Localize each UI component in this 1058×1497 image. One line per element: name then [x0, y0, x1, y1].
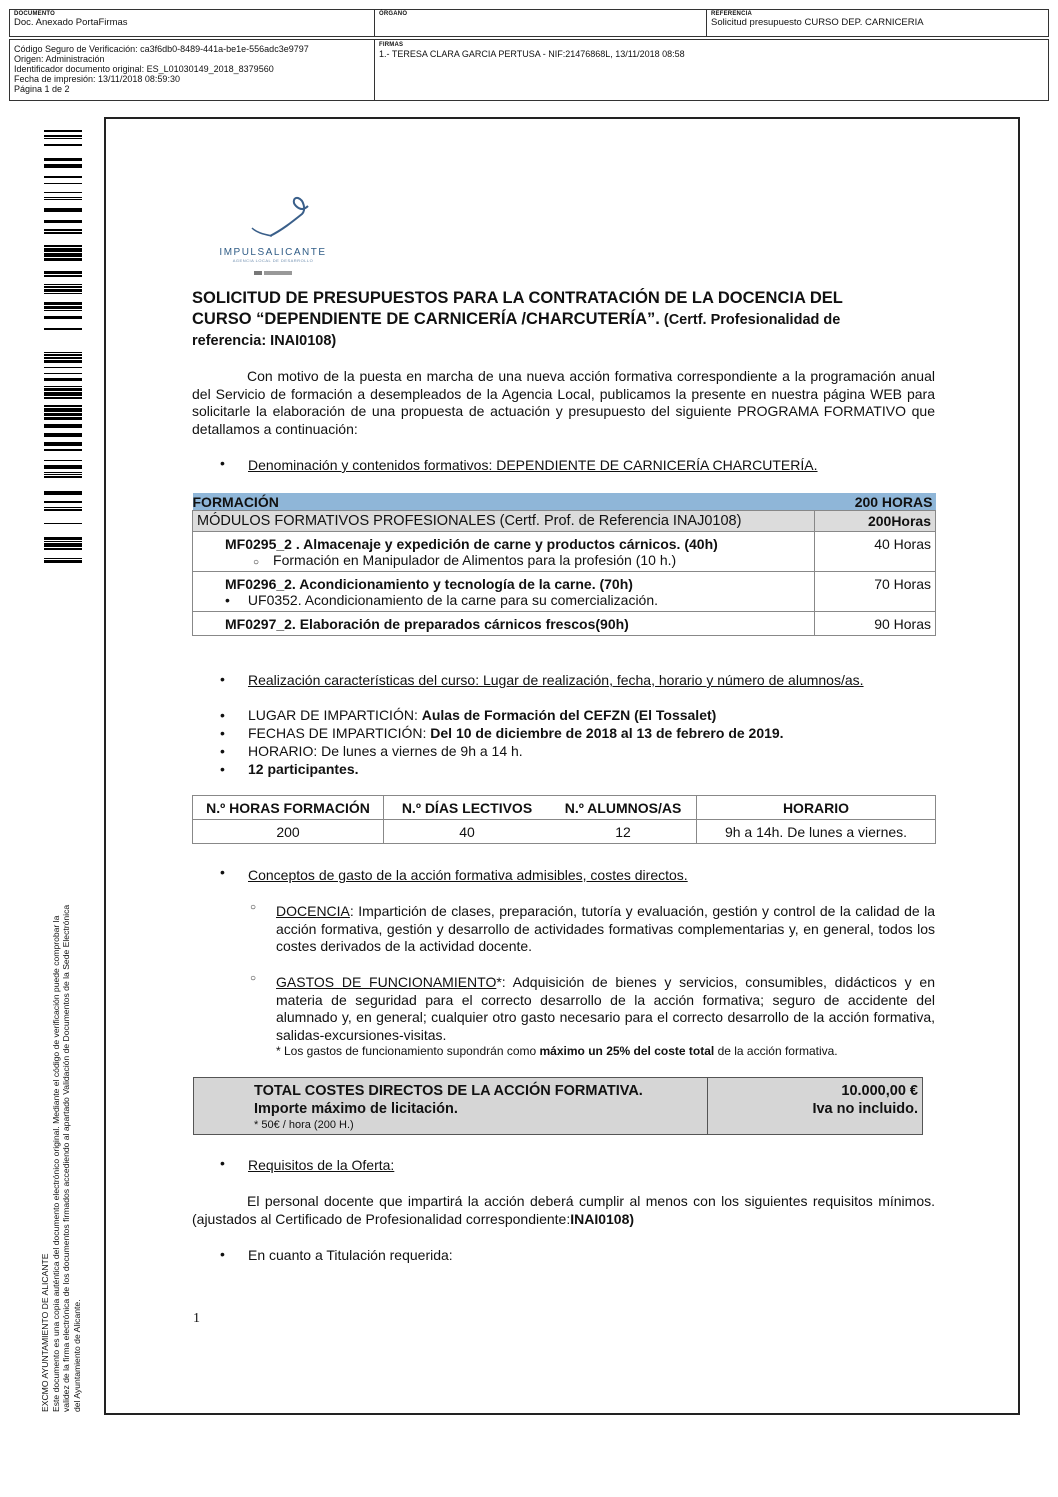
module-sub-text: UF0352. Acondicionamiento de la carne para su comercialización.	[247, 592, 659, 608]
detail-lugar	[220, 706, 940, 724]
barcode-bar	[44, 491, 82, 495]
gastos-note	[276, 1044, 946, 1058]
firmas-value: 1.- TERESA CLARA GARCIA PERTUSA - NIF:21476868L, 13/11/2018 08:58	[379, 49, 685, 59]
bullet-dot: •	[220, 1155, 225, 1171]
barcode-bar	[44, 310, 82, 311]
barcode-bar	[44, 220, 82, 223]
module-sub-text: Formación en Manipulador de Alimentos para la profesión (10 h.)	[273, 552, 677, 568]
title-line-2	[192, 309, 937, 331]
table-row	[193, 612, 936, 636]
total-iva: Iva no incluido.	[812, 1101, 918, 1117]
module-cell	[193, 532, 815, 572]
docencia-paragraph	[276, 903, 935, 956]
barcode-bar	[44, 388, 82, 391]
csv-line: Origen: Administración	[14, 54, 105, 64]
barcode-bar	[44, 176, 82, 178]
barcode-bar	[44, 197, 82, 198]
requisitos-text: El personal docente que impartirá la acción deberá cumplir al menos con los siguientes requisitos mínimos. (ajustados al Certificado de Profesionalidad correspondiente:	[192, 1193, 935, 1227]
logo-text: IMPULSALICANTE	[219, 247, 327, 258]
referencia-value: Solicitud presupuesto CURSO DEP. CARNICERIA	[711, 17, 924, 28]
sub-bullet-icon: ○	[253, 557, 260, 568]
fechas-value: Del 10 de diciembre de 2018 al 13 de febrero de 2019.	[430, 725, 784, 741]
barcode-bar	[44, 397, 82, 399]
barcode-bar	[44, 548, 82, 550]
barcode-bar	[44, 286, 82, 288]
document-title	[192, 288, 937, 352]
title-line-2-main: CURSO “DEPENDIENTE DE CARNICERÍA /CHARCUTERÍA”.	[192, 310, 660, 328]
side-line: del Ayuntamiento de Alicante.	[71, 1299, 82, 1412]
modulos-header-row	[193, 511, 936, 532]
side-line: validez de la firma electrónica de los documentos firmados accediendo al apartado Validación de Documentos de la Sede Electrónica	[61, 904, 71, 1412]
barcode-bar	[44, 433, 82, 437]
barcode-bar	[44, 392, 82, 396]
barcode-bar	[44, 199, 82, 200]
module-cell	[193, 612, 815, 636]
bullet-realizacion	[248, 671, 938, 689]
logo-figure-icon	[212, 192, 334, 242]
barcode-bar	[44, 306, 82, 309]
header-documento-cell	[10, 10, 375, 36]
total-left	[254, 1082, 643, 1132]
barcode-bar	[44, 208, 82, 212]
bullet-dot: •	[220, 761, 225, 777]
documento-label: DOCUMENTO	[14, 11, 56, 17]
barcode-bar	[44, 135, 82, 137]
barcode-bar	[44, 474, 82, 475]
bullet-dot: •	[220, 455, 225, 471]
barcode-bar	[44, 541, 82, 542]
summary-header-cell: N.º DÍAS LECTIVOS	[384, 796, 551, 820]
total-title: TOTAL COSTES DIRECTOS DE LA ACCIÓN FORMATIVA.	[254, 1083, 643, 1099]
bullet-titulacion: En cuanto a Titulación requerida:	[248, 1247, 453, 1263]
barcode-bar	[44, 476, 82, 478]
total-subtitle: Importe máximo de licitación.	[254, 1101, 458, 1117]
barcode-bar	[44, 293, 82, 294]
denominacion-text: Denominación y contenidos formativos: DEPENDIENTE DE CARNICERÍA CHARCUTERÍA.	[248, 457, 818, 473]
bullet-dot: •	[220, 707, 225, 723]
firmas-label: FIRMAS	[379, 42, 404, 48]
summary-header-cell: HORARIO	[697, 796, 936, 820]
barcode-image	[44, 130, 82, 570]
title-line-3: referencia: INAI0108)	[192, 333, 337, 349]
csv-line: Identificador documento original: ES_L01030149_2018_8379560	[14, 64, 274, 74]
side-line: EXCMO AYUNTAMIENTO DE ALICANTE	[40, 1253, 50, 1412]
barcode-bar	[44, 558, 82, 559]
barcode-bar	[44, 357, 82, 359]
summary-header-row	[193, 796, 936, 820]
total-costs-box	[193, 1077, 923, 1135]
requisitos-code: INAI0108)	[570, 1210, 635, 1227]
intro-paragraph: Con motivo de la puesta en marcha de una nueva acción formativa correspondiente a la programación anual del Servicio de formación a desempleados de la Agencia Local, publicamos la presente en nuestra página WEB para solicitarle la elaboración de una propuesta de actuación y presupuesto del siguiente PROGRAMA FORMATIVO que detallamos a continuación:	[192, 368, 935, 437]
header-csv-cell	[10, 40, 375, 100]
summary-table	[192, 795, 936, 844]
barcode-bar	[44, 417, 82, 420]
lugar-value: Aulas de Formación del CEFZN (El Tossalet)	[421, 707, 717, 723]
header-organo-cell	[375, 10, 707, 36]
barcode-bar	[44, 424, 82, 428]
barcode-bar	[44, 164, 82, 168]
csv-line: Página 1 de 2	[14, 84, 70, 94]
barcode-bar	[44, 354, 82, 356]
barcode-bar	[44, 130, 82, 132]
docencia-text: : Impartición de clases, preparación, tutoría y evaluación, gestión y control de la calidad de la acción formativa, gestión y desarrollo de actividades formativas complementarias y, en general, todos los costes derivados de la actividad docente.	[276, 903, 935, 954]
module-hours: 40 Horas	[815, 532, 936, 572]
formacion-table	[192, 493, 936, 636]
documento-value: Doc. Anexado PortaFirmas	[14, 17, 128, 28]
docencia-label: DOCENCIA	[276, 903, 350, 919]
barcode-bar	[44, 460, 82, 461]
side-legal-text	[40, 772, 82, 1412]
module-title: MF0297_2. Elaboración de preparados cárnicos frescos(90h)	[225, 616, 629, 632]
modulos-hours-num: 200	[867, 513, 892, 529]
barcode-bar	[44, 442, 82, 446]
barcode-bar	[44, 284, 82, 285]
details-list	[220, 706, 940, 778]
total-amount: 10.000,00 €	[841, 1083, 918, 1099]
sub-bullet-icon: •	[225, 592, 230, 608]
barcode-bar	[44, 192, 82, 193]
barcode-bar	[44, 465, 82, 469]
organo-label: ÓRGANO	[379, 11, 408, 17]
bullet-requisitos	[248, 1156, 394, 1174]
module-sub	[225, 552, 810, 568]
summary-header-cell: N.º ALUMNOS/AS	[550, 796, 697, 820]
table-row	[193, 820, 936, 844]
barcode-bar	[44, 232, 82, 234]
barcode-bar	[44, 360, 82, 363]
logo-seal-icon	[254, 271, 292, 275]
note-part: de la acción formativa.	[714, 1044, 838, 1058]
bullet-dot: •	[220, 743, 225, 759]
modulos-hours	[815, 511, 936, 532]
barcode-bar	[44, 144, 82, 146]
barcode-bar	[44, 501, 82, 503]
header-firmas-cell	[375, 40, 1048, 100]
barcode-bar	[44, 378, 82, 381]
table-row	[193, 532, 936, 572]
requisitos-paragraph	[192, 1193, 935, 1228]
modulos-hours-unit: Horas	[891, 513, 931, 529]
summary-value-cell: 200	[193, 820, 384, 844]
barcode-bar	[44, 509, 82, 511]
barcode-bar	[44, 449, 82, 451]
barcode-bar	[44, 560, 82, 563]
barcode-bar	[44, 537, 82, 540]
module-hours: 70 Horas	[815, 572, 936, 612]
barcode-bar	[44, 413, 82, 416]
title-line-1: SOLICITUD DE PRESUPUESTOS PARA LA CONTRATACIÓN DE LA DOCENCIA DEL	[192, 289, 843, 307]
referencia-label: REFERENCIA	[711, 11, 753, 17]
barcode-bar	[44, 507, 82, 508]
barcode-bar	[44, 408, 82, 412]
participantes-text: 12 participantes.	[248, 761, 359, 777]
csv-line: Código Seguro de Verificación: ca3f6db0-8489-441a-be1e-556adc3e9797	[14, 44, 309, 54]
module-hours: 90 Horas	[815, 612, 936, 636]
realizacion-text: Realización características del curso: Lugar de realización, fecha, horario y número de alumnos/as.	[248, 672, 864, 688]
table-row	[193, 572, 936, 612]
barcode-bar	[44, 289, 82, 292]
barcode-bar	[44, 229, 82, 231]
header-referencia-cell	[707, 10, 1048, 36]
module-sub	[225, 592, 810, 608]
bullet-dot: •	[220, 725, 225, 741]
header-top-box	[9, 9, 1049, 37]
lugar-label: LUGAR DE IMPARTICIÓN:	[248, 707, 422, 723]
barcode-bar	[44, 138, 82, 139]
bullet-dot: •	[220, 864, 225, 880]
total-note: * 50€ / hora (200 H.)	[254, 1119, 354, 1131]
csv-line: Fecha de impresión: 13/11/2018 08:59:30	[14, 74, 180, 84]
note-part: * Los gastos de funcionamiento supondrán como	[276, 1044, 540, 1058]
bullet-dot: •	[220, 671, 225, 687]
barcode-bar	[44, 543, 82, 547]
logo-subtitle: AGENCIA LOCAL DE DESARROLLO	[232, 258, 314, 263]
sub-bullet-icon: ○	[250, 973, 257, 984]
barcode-bar	[44, 275, 82, 277]
modulos-label: MÓDULOS FORMATIVOS PROFESIONALES (Certf. Prof. de Referencia INAJ0108)	[193, 511, 815, 532]
barcode-bar	[44, 367, 82, 368]
barcode-bar	[44, 253, 82, 257]
summary-header-cell: N.º HORAS FORMACIÓN	[193, 796, 384, 820]
requisitos-title: Requisitos de la Oferta:	[248, 1157, 395, 1173]
gastos-label: GASTOS DE FUNCIONAMIENTO	[276, 974, 497, 990]
gastos-paragraph	[276, 974, 935, 1044]
total-divider	[707, 1078, 708, 1134]
horario-text: HORARIO: De lunes a viernes de 9h a 14 h.	[248, 743, 523, 759]
barcode-bar	[44, 352, 82, 353]
formacion-head-left: FORMACIÓN	[192, 494, 279, 510]
barcode-bar	[44, 258, 82, 261]
title-line-2-small: (Certf. Profesionalidad de	[659, 312, 841, 328]
side-line: Este documento es una copia auténtica del documento electrónico original. Mediante el código de verificación puede comprobar la	[50, 915, 61, 1412]
module-title: MF0295_2 . Almacenaje y expedición de carne y productos cárnicos. (40h)	[225, 536, 718, 552]
barcode-bar	[44, 328, 82, 330]
bullet-denominacion	[248, 456, 938, 474]
formacion-header-row	[193, 493, 936, 511]
total-right	[812, 1082, 918, 1118]
barcode-bar	[44, 373, 82, 374]
summary-value-cell: 40	[384, 820, 551, 844]
barcode-bar	[44, 183, 82, 184]
detail-fechas	[220, 724, 940, 742]
conceptos-text: Conceptos de gasto de la acción formativa admisibles, costes directos.	[248, 867, 688, 883]
barcode-bar	[44, 316, 82, 319]
page-number: 1	[193, 1311, 200, 1326]
gastos-text: *: Adquisición de bienes y servicios, consumibles, didácticos y en materia de seguridad para el correcto desarrollo de la acción formativa; seguro de accidente del alumnado y, en general; cualquier otro gasto necesario para el correcto desarrollo de la acción formativa, salidas-excursiones-visitas.	[276, 974, 936, 1043]
header-bottom-box	[9, 39, 1049, 101]
barcode-bar	[44, 271, 82, 274]
barcode-bar	[44, 523, 82, 524]
barcode-bar	[44, 245, 82, 247]
bullet-conceptos	[248, 866, 938, 884]
fechas-label: FECHAS DE IMPARTICIÓN:	[248, 725, 431, 741]
barcode-bar	[44, 405, 82, 407]
detail-horario	[220, 742, 940, 760]
formacion-head-right: 200 HORAS	[854, 494, 933, 510]
barcode-bar	[44, 386, 82, 387]
bullet-dot: •	[220, 1246, 225, 1262]
barcode-bar	[44, 472, 82, 473]
module-cell	[193, 572, 815, 612]
impulsalicante-logo	[212, 192, 334, 276]
summary-value-cell: 9h a 14h. De lunes a viernes.	[697, 820, 936, 844]
detail-participantes	[220, 760, 940, 778]
module-title: MF0296_2. Acondicionamiento y tecnología de la carne. (70h)	[225, 576, 633, 592]
barcode-bar	[44, 158, 82, 161]
summary-value-cell: 12	[550, 820, 697, 844]
note-bold: máximo un 25% del coste total	[539, 1044, 715, 1058]
barcode-bar	[44, 302, 82, 305]
barcode-bar	[44, 248, 82, 252]
sub-bullet-icon: ○	[250, 902, 257, 913]
